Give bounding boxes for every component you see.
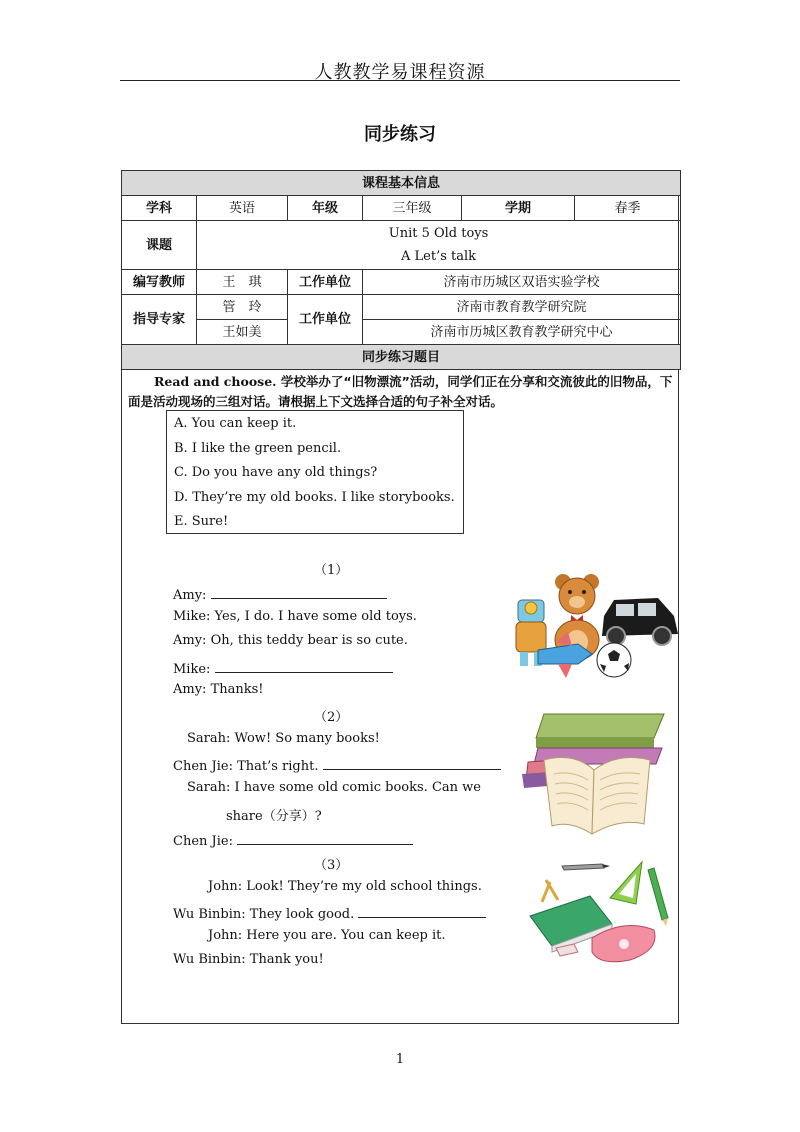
expert-unit-label: 工作单位 xyxy=(288,295,363,345)
old-toys-illustration xyxy=(508,572,680,684)
work-unit-value: 济南市历城区双语实验学校 xyxy=(363,270,681,295)
header-rule xyxy=(120,80,680,81)
triangle-ruler-icon xyxy=(610,862,642,904)
option-d: D. They’re my old books. I like storybooks. xyxy=(174,489,455,505)
page-title: 同步练习 xyxy=(364,124,436,145)
pen-icon xyxy=(562,864,610,870)
answer-blank-5[interactable] xyxy=(358,903,486,918)
school-things-illustration xyxy=(526,860,672,964)
writer-value: 王 琪 xyxy=(197,270,288,295)
section-basic-info: 课程基本信息 xyxy=(122,171,681,196)
football-icon xyxy=(597,643,631,677)
expert-unit-1: 济南市教育教学研究院 xyxy=(363,295,681,320)
dialog2-line1: Sarah: Wow! So many books! xyxy=(187,731,380,746)
dialog2-number: （2） xyxy=(314,710,349,725)
topic-label: 课题 xyxy=(122,221,197,270)
dialog1-line3: Amy: Oh, this teddy bear is so cute. xyxy=(173,633,408,648)
dialog2-line2-text: Chen Jie: That’s right. xyxy=(173,759,319,774)
expert-label: 指导专家 xyxy=(122,295,197,345)
dialog3-number: （3） xyxy=(314,858,349,873)
option-c: C. Do you have any old things? xyxy=(174,465,378,480)
option-e: E. Sure! xyxy=(174,514,229,529)
dialog2-line4-text: Chen Jie: xyxy=(173,834,233,849)
expert-name-2: 王如美 xyxy=(197,320,288,345)
dialog3-line2 xyxy=(173,903,486,922)
answer-blank-1[interactable] xyxy=(211,584,387,599)
dialog1-line4-text: Mike: xyxy=(173,662,211,677)
option-a: A. You can keep it. xyxy=(174,416,297,431)
subject-label: 学科 xyxy=(122,196,197,221)
topic-value xyxy=(197,221,681,270)
answer-blank-4[interactable] xyxy=(237,830,413,845)
dialog3-line1: John: Look! They’re my old school things. xyxy=(208,879,482,894)
option-b: B. I like the green pencil. xyxy=(174,440,342,456)
dialog2-line4 xyxy=(173,830,413,849)
grade-value: 三年级 xyxy=(363,196,462,221)
term-label: 学期 xyxy=(462,196,575,221)
page-header: 人教教学易课程资源 xyxy=(314,62,486,83)
dialog1-line1 xyxy=(173,584,387,603)
books-illustration xyxy=(522,712,668,836)
dialog3-line3: John: Here you are. You can keep it. xyxy=(208,928,446,943)
grade-label: 年级 xyxy=(288,196,363,221)
answer-blank-3[interactable] xyxy=(323,755,501,770)
options-box xyxy=(166,410,464,534)
dialog1-line5: Amy: Thanks! xyxy=(173,682,264,697)
pencil-icon xyxy=(648,868,668,926)
answer-blank-2[interactable] xyxy=(215,658,393,673)
course-info-table xyxy=(121,170,681,370)
dialog1-line2: Mike: Yes, I do. I have some old toys. xyxy=(173,609,417,624)
dialog2-line3a: Sarah: I have some old comic books. Can we xyxy=(187,780,481,795)
open-book-icon xyxy=(544,758,650,834)
instructions xyxy=(128,372,673,412)
dialog1-line4 xyxy=(173,658,393,677)
dialog1-number: （1） xyxy=(314,563,349,578)
dialog2-line2 xyxy=(173,755,501,774)
dialog3-line4: Wu Binbin: Thank you! xyxy=(173,952,324,967)
work-unit-label: 工作单位 xyxy=(288,270,363,295)
instruction-en: Read and choose. xyxy=(154,374,277,389)
topic-line-2: A Let’s talk xyxy=(401,249,477,264)
subject-value: 英语 xyxy=(197,196,288,221)
dialog1-line1-text: Amy: xyxy=(173,588,207,603)
expert-unit-2: 济南市历城区教育教学研究中心 xyxy=(363,320,681,345)
dialog2-line3b: share（分享）? xyxy=(226,809,322,824)
toy-car-icon xyxy=(602,598,678,645)
compass-icon xyxy=(542,880,558,902)
dialog3-line2-text: Wu Binbin: They look good. xyxy=(173,907,355,922)
topic-line-1: Unit 5 Old toys xyxy=(388,226,489,241)
expert-name-1: 管 玲 xyxy=(197,295,288,320)
writer-label: 编写教师 xyxy=(122,270,197,295)
term-value: 春季 xyxy=(575,196,681,221)
instruction-zh: 学校举办了“旧物漂流”活动，同学们正在分享和交流彼此的旧物品，下面是活动现场的三组对话。请根据上下文选择合适的句子补全对话。 xyxy=(128,374,673,409)
page-number: 1 xyxy=(395,1052,405,1067)
section-exercise: 同步练习题目 xyxy=(122,345,681,370)
